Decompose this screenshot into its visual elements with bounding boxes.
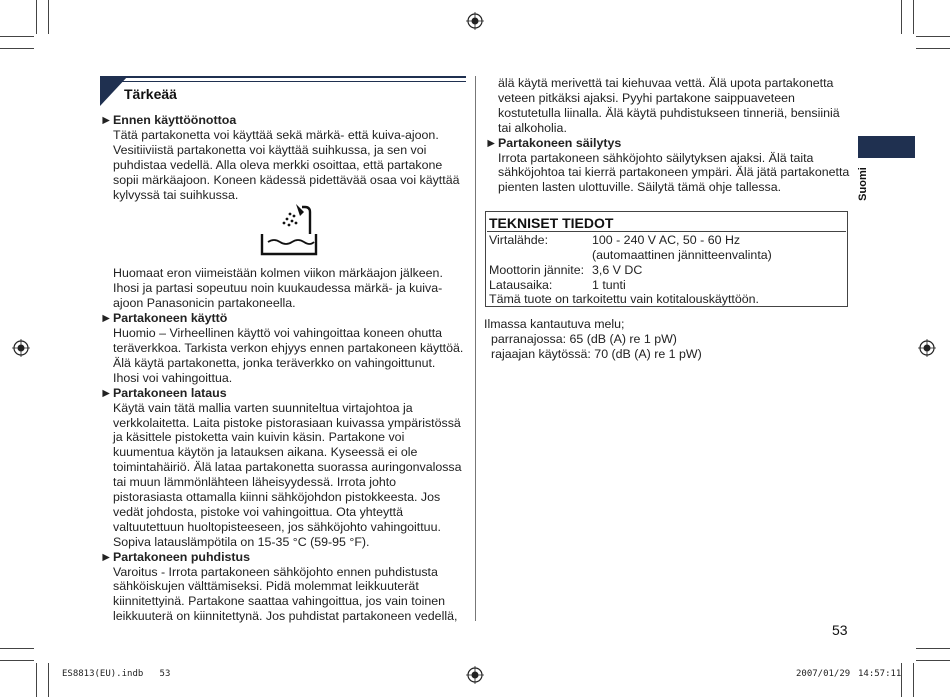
- spec-label: Moottorin jännite:: [489, 263, 585, 277]
- crop-mark: [48, 663, 49, 697]
- section-heading: ►Ennen käyttöönottoa: [100, 113, 237, 127]
- crop-mark: [36, 663, 37, 697]
- section-line: tai alkoholia.: [498, 120, 567, 135]
- header-rule: [122, 81, 466, 82]
- section-line: Sopiva latauslämpötila on 15-35 °C (59-95 °F).: [113, 534, 370, 549]
- section-heading: ►Partakoneen lataus: [100, 385, 227, 400]
- section-line: Varoitus - Irrota partakoneen sähköjohto ennen puhdistusta: [113, 564, 438, 579]
- header-rule: [100, 76, 466, 78]
- footer-date: 2007/01/29: [796, 669, 851, 679]
- important-header: [100, 76, 466, 106]
- section-line: leikkuuterä on kiinnitettynä. Jos puhdistat partakoneen vedellä,: [113, 609, 458, 624]
- section-line: ajoon Panasonicin partakoneella.: [113, 296, 296, 311]
- specs-title: TEKNISET TIEDOT: [489, 215, 614, 231]
- registration-mark-icon: [12, 339, 30, 357]
- section-line: vedät johdosta, pistoke voi vahingoittua. Ota yhteyttä: [113, 504, 403, 519]
- crop-mark: [916, 48, 950, 49]
- arrow-icon: ►: [100, 385, 113, 400]
- section-line: Vesitiiviistä partakonetta voi käyttää suihkussa, ja sen voi: [113, 142, 427, 157]
- section-line: Huomio – Virheellinen käyttö voi vahingoittaa koneen ohutta: [113, 326, 443, 341]
- language-label: Suomi: [856, 167, 869, 201]
- noise-line: Ilmassa kantautuva melu;: [484, 317, 625, 331]
- spec-value: 100 - 240 V AC, 50 - 60 Hz: [592, 233, 741, 247]
- crop-mark: [0, 660, 34, 661]
- section-line: veteen pitkäksi ajaksi. Pyyhi partakone saippuaveteen: [498, 90, 795, 105]
- arrow-icon: ►: [485, 135, 498, 150]
- crop-mark: [48, 0, 49, 34]
- spec-note: Tämä tuote on tarkoitettu vain kotitalouskäyttöön.: [489, 292, 759, 306]
- section-heading: ►Partakoneen puhdistus: [100, 549, 251, 564]
- section-line: Tätä partakonetta voi käyttää sekä märkä- että kuiva-ajoon.: [113, 127, 439, 142]
- section-line: verkkolaitetta. Laita pistoke pistorasiaan kuivassa ympäristössä: [113, 415, 461, 430]
- footer-file: ES8813(EU).indb 53: [62, 669, 171, 679]
- wet-shave-shower-icon: [258, 204, 322, 260]
- spec-value: 3,6 V DC: [592, 263, 643, 277]
- section-line: kuumentua käytön ja latauksen aikana. Kyseessä ei ole: [113, 445, 418, 460]
- section-heading: ►Partakoneen käyttö: [100, 311, 228, 326]
- spec-label: Latausaika:: [489, 278, 553, 292]
- section-line: pienten lasten ulottuville. Säilytä tämä ohje tallessa.: [498, 180, 782, 195]
- section-line: Älä käytä partakonetta, jonka teräverkko on vahingoittunut.: [113, 355, 436, 370]
- section-line: sähköiskujen välttämiseksi. Pidä molemmat leikkuuterät: [113, 579, 419, 594]
- crop-mark: [916, 648, 950, 649]
- noise-line: rajaajan käytössä: 70 (dB (A) re 1 pW): [491, 346, 702, 361]
- section-line: sopii märkäajoon. Koneen kädessä pidettävää osaa voi käyttää: [113, 172, 460, 187]
- spec-label: Virtalähde:: [489, 233, 549, 247]
- section-line: Käytä vain tätä mallia varten suunniteltua virtajohtoa ja: [113, 400, 413, 415]
- section-line: puhdistaa vedellä. Alla oleva merkki osoittaa, että partakone: [113, 157, 443, 172]
- crop-mark: [913, 663, 914, 697]
- crop-mark: [913, 0, 914, 34]
- section-line: toimintahäiriö. Älä lataa partakonetta suorassa auringonvalossa: [113, 460, 462, 475]
- important-title: Tärkeää: [124, 86, 177, 102]
- arrow-icon: ►: [100, 549, 113, 564]
- language-tab: [858, 136, 915, 158]
- crop-mark: [916, 660, 950, 661]
- registration-mark-icon: [466, 666, 484, 684]
- noise-line: parranajossa: 65 (dB (A) re 1 pW): [491, 331, 677, 346]
- section-line: pistorasiasta ottamalla kiinni sähköjohdon pistokkeesta. Jos: [113, 490, 441, 505]
- arrow-icon: ►: [100, 113, 113, 127]
- right-column-continuation: [485, 76, 855, 195]
- spec-value: (automaattinen jännitteenvalinta): [592, 248, 772, 262]
- footer-time: 14:57:11: [858, 669, 902, 679]
- arrow-icon: ►: [100, 311, 113, 326]
- section-line: kostutetulla liinalla. Älä käytä puhdistukseen tinneriä, bensiiniä: [498, 105, 840, 120]
- crop-mark: [916, 36, 950, 37]
- wet-shave-icon-container: [100, 202, 470, 266]
- section-line: kylvyssä tai suihkussa.: [113, 187, 239, 202]
- section-line: Ihosi ja partasi sopeutuu noin kuukaudessa märkä- ja kuiva-: [113, 281, 443, 296]
- left-column: [100, 113, 470, 624]
- page-number: 53: [832, 622, 848, 638]
- crop-mark: [0, 48, 34, 49]
- section-line: valtuutettuun huoltopisteeseen, jos sähköjohto vahingoittuu.: [113, 519, 441, 534]
- crop-mark: [0, 648, 34, 649]
- crop-mark: [0, 36, 34, 37]
- specs-rule: [487, 231, 846, 232]
- spec-value: 1 tunti: [592, 278, 626, 292]
- column-divider: [475, 76, 476, 621]
- section-line: sähköjohtoa tai kierrä partakoneen ympäri. Älä jätä partakonetta: [498, 165, 850, 180]
- section-line: Huomaat eron viimeistään kolmen viikon märkäajon jälkeen.: [113, 266, 443, 281]
- crop-mark: [901, 0, 902, 34]
- crop-mark: [36, 0, 37, 34]
- section-line: kiinnitettyinä. Partakone saattaa vahingoittua, jos vain toinen: [113, 594, 446, 609]
- section-line: ja käsittele pistoketta vain kuivin käsin. Partakone voi: [113, 430, 405, 445]
- section-line: teräverkkoa. Tarkista verkon ehjyys ennen partakoneen käyttöä.: [113, 340, 464, 355]
- registration-mark-icon: [466, 12, 484, 30]
- section-heading: ►Partakoneen säilytys: [485, 135, 622, 150]
- registration-mark-icon: [918, 339, 936, 357]
- section-line: Irrota partakoneen sähköjohto säilytyksen ajaksi. Älä taita: [498, 150, 814, 165]
- section-line: tai muun lämmönlähteen läheisyydessä. Irrota johto: [113, 475, 397, 490]
- section-line: älä käytä merivettä tai kiehuvaa vettä. Älä upota partakonetta: [498, 76, 834, 90]
- noise-block: [484, 317, 702, 362]
- section-line: Ihosi voi vahingoittua.: [113, 370, 233, 385]
